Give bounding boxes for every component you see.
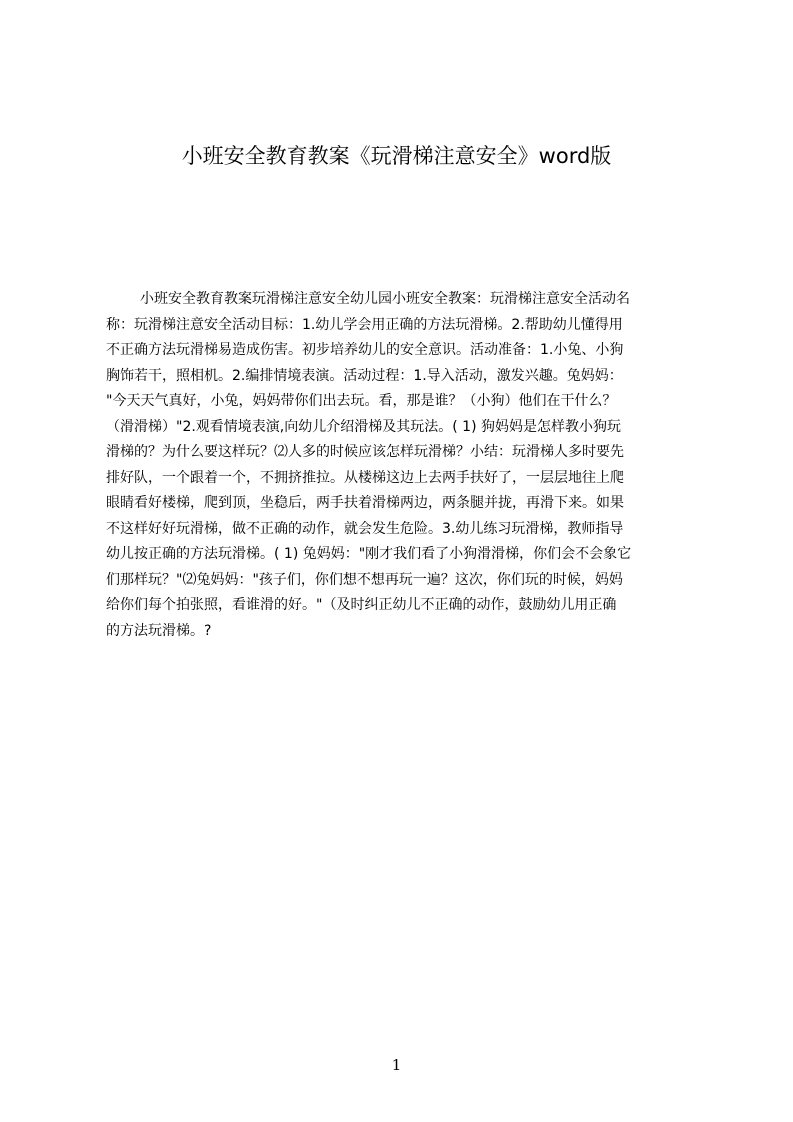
body-line: 胸饰若干，照相机。2.编排情境表演。活动过程：1.导入活动，激发兴趣。兔妈妈：	[106, 367, 623, 384]
body-line: 给你们每个拍张照，看谁滑的好。"（及时纠正幼儿不正确的动作，鼓励幼儿用正确	[106, 597, 617, 613]
body-line: 排好队，一个跟着一个，不拥挤推拉。从楼梯这边上去两手扶好了，一层层地往上爬	[106, 469, 624, 486]
body-line: 幼儿按正确的方法玩滑梯。( 1) 兔妈妈："刚才我们看了小狗滑滑梯，你们会不会象它	[106, 546, 632, 562]
body-line: 们那样玩？"⑵兔妈妈："孩子们，你们想不想再玩一遍？这次，你们玩的时候，妈妈	[106, 571, 623, 588]
body-line: 不这样好好玩滑梯，做不正确的动作，就会发生危险。3.幼儿练习玩滑梯，教师指导	[106, 520, 624, 537]
body-line: （滑滑梯）"2.观看情境表演,向幼儿介绍滑梯及其玩法。( 1) 狗妈妈是怎样教小狗玩	[106, 418, 621, 435]
document-title: 小班安全教育教案《玩滑梯注意安全》word版	[181, 144, 612, 168]
page-number: 1	[391, 1056, 402, 1074]
body-line: 眼睛看好楼梯，爬到顶，坐稳后，两手扶着滑梯两边，两条腿并拢，再滑下来。如果	[106, 495, 624, 511]
document-body	[106, 287, 698, 644]
body-line: 的方法玩滑梯。?	[106, 622, 212, 639]
body-line: 不正确方法玩滑梯易造成伤害。初步培养幼儿的安全意识。活动准备：1.小兔、小狗	[106, 342, 624, 358]
body-line: 滑梯的？为什么要这样玩？⑵人多的时候应该怎样玩滑梯？小结：玩滑梯人多时要先	[106, 444, 624, 460]
body-line: 称：玩滑梯注意安全活动目标：1.幼儿学会用正确的方法玩滑梯。2.帮助幼儿懂得用	[106, 316, 623, 333]
body-line: "今天天气真好，小兔，妈妈带你们出去玩。看，那是谁？（小狗）他们在干什么？	[106, 393, 617, 409]
body-line: 小班安全教育教案玩滑梯注意安全幼儿园小班安全教案：玩滑梯注意安全活动名	[140, 291, 630, 307]
